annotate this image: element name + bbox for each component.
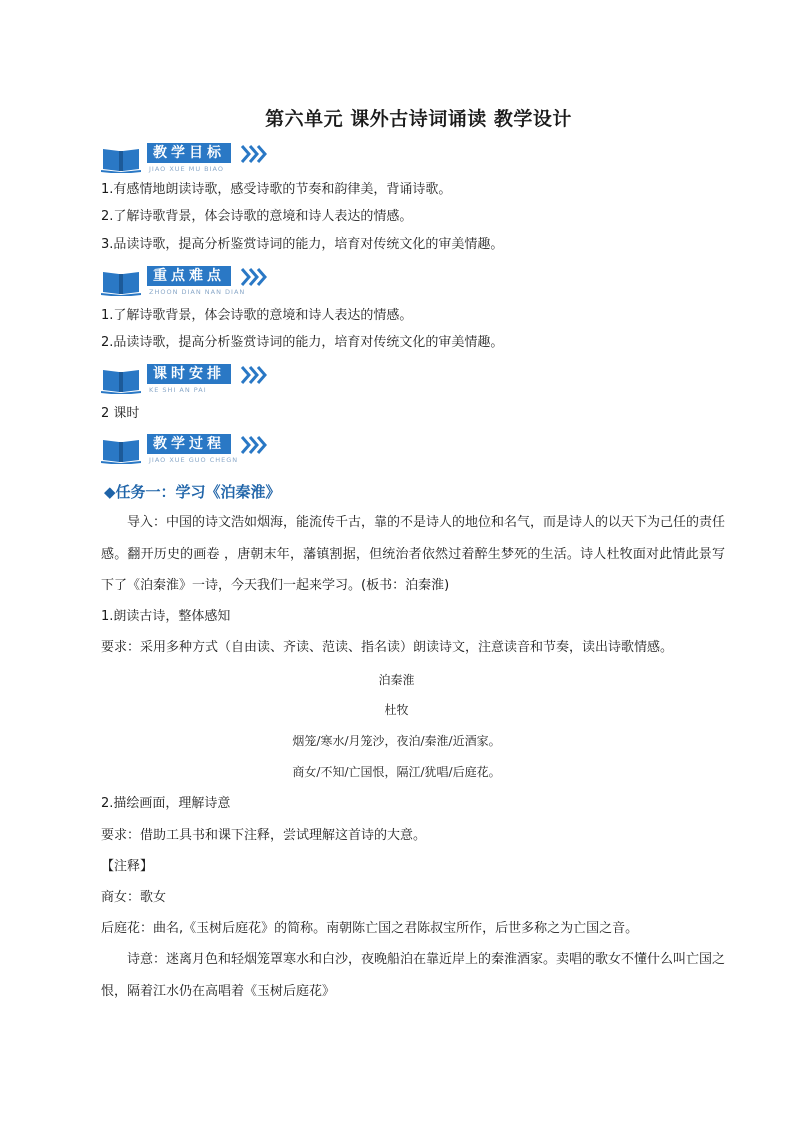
open-book-icon	[101, 436, 141, 464]
section-header-process	[101, 434, 301, 466]
chevrons-right-icon	[241, 268, 267, 286]
chevrons-right-icon	[241, 366, 267, 384]
section-header-goals	[101, 143, 301, 175]
open-book-icon	[101, 268, 141, 296]
list-item: 1.有感情地朗读诗歌，感受诗歌的节奏和韵律美，背诵诗歌。	[101, 182, 452, 197]
step-heading: 2.描绘画面，理解诗意	[101, 796, 231, 811]
note-item: 商女：歌女	[101, 890, 167, 905]
section-label: 重点难点	[147, 266, 231, 286]
requirement-text: 要求：采用多种方式（自由读、齐读、范读、指名读）朗读诗文，注意读音和节奏，读出诗歌情感。	[101, 640, 674, 655]
section-label: 教学过程	[147, 434, 231, 454]
section-label: 课时安排	[147, 364, 231, 384]
section-pinyin: ZHOON DIAN NAN DIAN	[149, 288, 246, 296]
poem-line: 烟笼/寒水/月笼沙，夜泊/秦淮/近酒家。	[292, 734, 501, 748]
chevrons-right-icon	[241, 145, 267, 163]
page-title: 第六单元 课外古诗词诵读 教学设计	[265, 108, 572, 130]
list-item: 2.了解诗歌背景，体会诗歌的意境和诗人表达的情感。	[101, 209, 413, 224]
section-header-keypoints	[101, 266, 301, 298]
poem-line: 商女/不知/亡国恨，隔江/犹唱/后庭花。	[292, 765, 501, 779]
list-item: 1.了解诗歌背景，体会诗歌的意境和诗人表达的情感。	[101, 308, 413, 323]
list-item: 3.品读诗歌，提高分析鉴赏诗词的能力，培育对传统文化的审美情趣。	[101, 237, 504, 252]
poem-title: 泊秦淮	[378, 673, 415, 687]
open-book-icon	[101, 366, 141, 394]
section-pinyin: JIAO XUE MU BIAO	[149, 165, 224, 173]
requirement-text: 要求：借助工具书和课下注释，尝试理解这首诗的大意。	[101, 828, 427, 843]
step-heading: 1.朗读古诗，整体感知	[101, 609, 231, 624]
schedule-text: 2 课时	[101, 406, 140, 421]
section-header-schedule	[101, 364, 301, 396]
section-pinyin: JIAO XUE GUO CHEGN	[149, 456, 239, 464]
open-book-icon	[101, 145, 141, 173]
poem-author: 杜牧	[384, 703, 409, 717]
section-pinyin: KE SHI AN PAI	[149, 386, 207, 394]
meaning-paragraph: 诗意：迷离月色和轻烟笼罩寒水和白沙，夜晚船泊在靠近岸上的秦淮酒家。卖唱的歌女不懂什么叫亡国之恨，隔着江水仍在高唱着《玉树后庭花》	[101, 952, 726, 999]
note-item: 后庭花：曲名,《玉树后庭花》的简称。南朝陈亡国之君陈叔宝所作，后世多称之为亡国之音。	[101, 921, 639, 936]
intro-paragraph: 导入：中国的诗文浩如烟海，能流传千古，靠的不是诗人的地位和名气，而是诗人的以天下为己任的责任感。翻开历史的画卷 ，唐朝末年，藩镇割据，但统治者依然过着醉生梦死的生活。诗人杜牧面对此情此景写下了《泊秦淮》一诗，今天我们一起来学习。(板书：泊秦淮)	[101, 515, 726, 593]
task-heading: ◆任务一：学习《泊秦淮》	[104, 483, 281, 501]
list-item: 2.品读诗歌，提高分析鉴赏诗词的能力，培育对传统文化的审美情趣。	[101, 335, 504, 350]
section-label: 教学目标	[147, 143, 231, 163]
notes-heading: 【注释】	[101, 859, 154, 874]
chevrons-right-icon	[241, 436, 267, 454]
